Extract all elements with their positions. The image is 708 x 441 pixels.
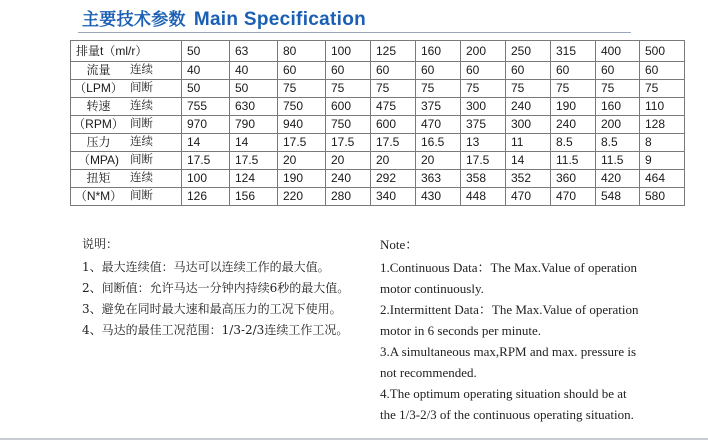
table-cell: 580 — [640, 188, 685, 206]
mode-label: 间断 — [130, 82, 153, 94]
table-cell: 755 — [182, 98, 230, 116]
table-cell: 60 — [506, 62, 551, 80]
table-cell: 50 — [182, 80, 230, 98]
bottom-divider — [0, 438, 708, 440]
table-cell: 8.5 — [551, 134, 596, 152]
group-label: （LPM） — [74, 81, 123, 95]
table-row — [71, 134, 685, 152]
table-cell: 60 — [596, 62, 640, 80]
table-cell: 14 — [230, 134, 278, 152]
displacement-cell: 50 — [182, 41, 230, 62]
table-cell: 16.5 — [416, 134, 461, 152]
displacement-cell: 80 — [278, 41, 326, 62]
table-cell: 750 — [326, 116, 371, 134]
table-cell: 75 — [278, 80, 326, 98]
table-cell: 280 — [326, 188, 371, 206]
table-cell: 110 — [640, 98, 685, 116]
table-cell: 17.5 — [371, 134, 416, 152]
table-cell: 630 — [230, 98, 278, 116]
table-cell: 358 — [461, 170, 506, 188]
table-row — [71, 98, 685, 116]
table-row — [71, 116, 685, 134]
displacement-cell: 63 — [230, 41, 278, 62]
table-cell: 470 — [506, 188, 551, 206]
table-cell: 128 — [640, 116, 685, 134]
table-cell: 340 — [371, 188, 416, 206]
table-cell: 600 — [326, 98, 371, 116]
table-cell: 13 — [461, 134, 506, 152]
displacement-cell: 200 — [461, 41, 506, 62]
table-cell: 17.5 — [326, 134, 371, 152]
table-cell: 60 — [416, 62, 461, 80]
table-cell: 75 — [326, 80, 371, 98]
note-zh-item: 3、避免在同时最大速和最高压力的工况下使用。 — [82, 302, 342, 316]
mode-label: 间断 — [130, 118, 153, 130]
mode-label: 连续 — [130, 172, 153, 184]
row-label-cell — [71, 62, 182, 80]
table-cell: 20 — [278, 152, 326, 170]
spec-table — [70, 40, 685, 206]
note-en-item: 3.A simultaneous max,RPM and max. pressure is not recommended. — [380, 344, 637, 380]
table-cell: 75 — [551, 80, 596, 98]
table-cell: 240 — [326, 170, 371, 188]
displacement-cell: 250 — [506, 41, 551, 62]
table-cell: 190 — [551, 98, 596, 116]
table-cell: 60 — [371, 62, 416, 80]
table-cell: 124 — [230, 170, 278, 188]
table-cell: 548 — [596, 188, 640, 206]
table-row — [71, 188, 685, 206]
group-label: 压力 — [86, 135, 111, 149]
table-cell: 40 — [182, 62, 230, 80]
table-cell: 420 — [596, 170, 640, 188]
table-cell: 17.5 — [278, 134, 326, 152]
displacement-cell: 315 — [551, 41, 596, 62]
table-cell: 17.5 — [230, 152, 278, 170]
notes-zh-heading: 说明： — [82, 237, 119, 251]
table-cell: 790 — [230, 116, 278, 134]
title-zh: 主要技术参数 — [82, 10, 186, 30]
page-title — [82, 5, 366, 31]
row-label-cell — [71, 116, 182, 134]
mode-label: 连续 — [130, 100, 153, 112]
table-cell: 470 — [551, 188, 596, 206]
table-cell: 300 — [461, 98, 506, 116]
note-zh-item: 2、间断值：允许马达一分钟内持续6秒的最大值。 — [82, 281, 350, 295]
table-cell: 475 — [371, 98, 416, 116]
displacement-cell: 125 — [371, 41, 416, 62]
table-cell: 60 — [278, 62, 326, 80]
table-cell: 100 — [182, 170, 230, 188]
note-zh-item: 1、最大连续值：马达可以连续工作的最大值。 — [82, 260, 330, 274]
note-en-item: 4.The optimum operating situation should be at the 1/3-2/3 of the continuous operating situation. — [380, 386, 634, 422]
table-cell: 600 — [371, 116, 416, 134]
group-label: 流量 — [86, 63, 111, 77]
row-label-cell — [71, 134, 182, 152]
table-row — [71, 170, 685, 188]
mode-label: 间断 — [130, 154, 153, 166]
table-cell: 352 — [506, 170, 551, 188]
displacement-cell: 400 — [596, 41, 640, 62]
table-cell: 75 — [506, 80, 551, 98]
table-cell: 160 — [596, 98, 640, 116]
table-cell: 360 — [551, 170, 596, 188]
table-cell: 75 — [461, 80, 506, 98]
table-cell: 375 — [416, 98, 461, 116]
table-cell: 17.5 — [182, 152, 230, 170]
table-cell: 20 — [371, 152, 416, 170]
notes-english — [380, 234, 640, 425]
mode-label: 间断 — [130, 190, 153, 202]
group-label: （RPM） — [73, 117, 124, 131]
row-label-cell — [71, 80, 182, 98]
notes-en-heading: Note： — [380, 237, 419, 252]
table-cell: 40 — [230, 62, 278, 80]
displacement-label: 排量t（ml/r） — [71, 41, 182, 62]
table-cell: 240 — [506, 98, 551, 116]
table-cell: 60 — [326, 62, 371, 80]
table-cell: 8 — [640, 134, 685, 152]
table-cell: 470 — [416, 116, 461, 134]
title-underline — [78, 32, 631, 33]
note-en-item: 1.Continuous Data：The Max.Value of operation motor continuously. — [380, 260, 638, 296]
table-cell: 17.5 — [461, 152, 506, 170]
spec-table-body — [71, 41, 685, 206]
table-cell: 14 — [506, 152, 551, 170]
table-cell: 9 — [640, 152, 685, 170]
table-cell: 292 — [371, 170, 416, 188]
table-cell: 363 — [416, 170, 461, 188]
mode-label: 连续 — [130, 64, 153, 76]
table-cell: 11 — [506, 134, 551, 152]
group-label: （MPA) — [77, 153, 120, 167]
table-cell: 430 — [416, 188, 461, 206]
table-cell: 20 — [416, 152, 461, 170]
table-cell: 50 — [230, 80, 278, 98]
group-label: （N*M） — [74, 189, 123, 203]
table-cell: 156 — [230, 188, 278, 206]
table-cell: 20 — [326, 152, 371, 170]
table-cell: 970 — [182, 116, 230, 134]
table-cell: 11.5 — [596, 152, 640, 170]
table-cell: 8.5 — [596, 134, 640, 152]
table-cell: 190 — [278, 170, 326, 188]
mode-label: 连续 — [130, 136, 153, 148]
row-label-cell — [71, 98, 182, 116]
row-label-cell — [71, 188, 182, 206]
table-cell: 60 — [551, 62, 596, 80]
table-cell: 220 — [278, 188, 326, 206]
table-cell: 200 — [596, 116, 640, 134]
table-cell: 11.5 — [551, 152, 596, 170]
table-cell: 75 — [596, 80, 640, 98]
displacement-cell: 160 — [416, 41, 461, 62]
table-cell: 300 — [506, 116, 551, 134]
displacement-cell: 500 — [640, 41, 685, 62]
table-row — [71, 62, 685, 80]
group-label: 转速 — [86, 99, 111, 113]
row-label-cell — [71, 170, 182, 188]
table-row — [71, 80, 685, 98]
group-label: 扭矩 — [86, 171, 111, 185]
title-en: Main Specification — [193, 9, 367, 30]
note-zh-item: 4、马达的最佳工况范围：1/3-2/3连续工作工况。 — [82, 323, 349, 337]
displacement-cell: 100 — [326, 41, 371, 62]
table-cell: 75 — [416, 80, 461, 98]
table-cell: 75 — [371, 80, 416, 98]
note-en-item: 2.Intermittent Data：The Max.Value of operation motor in 6 seconds per minute. — [380, 302, 639, 338]
table-cell: 60 — [640, 62, 685, 80]
row-label-cell — [71, 152, 182, 170]
table-cell: 750 — [278, 98, 326, 116]
table-cell: 464 — [640, 170, 685, 188]
table-cell: 448 — [461, 188, 506, 206]
displacement-row — [71, 41, 685, 62]
table-cell: 375 — [461, 116, 506, 134]
table-cell: 240 — [551, 116, 596, 134]
table-cell: 60 — [461, 62, 506, 80]
table-row — [71, 152, 685, 170]
table-cell: 14 — [182, 134, 230, 152]
table-cell: 75 — [640, 80, 685, 98]
table-cell: 940 — [278, 116, 326, 134]
table-cell: 126 — [182, 188, 230, 206]
notes-chinese — [82, 234, 357, 341]
